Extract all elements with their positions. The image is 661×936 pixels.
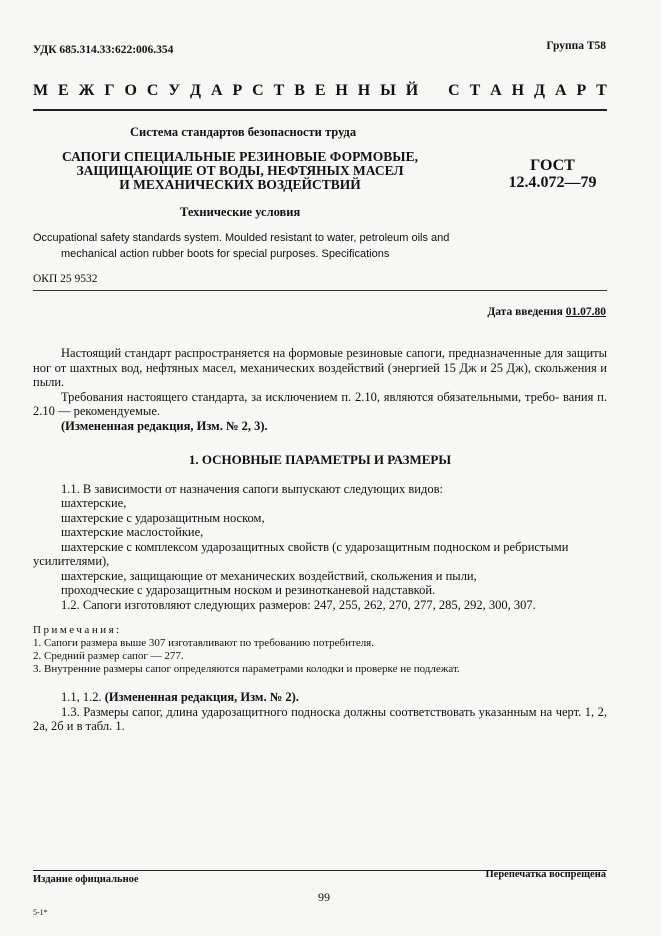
heading-letter: Н (511, 82, 525, 99)
heading-letter: Г (104, 82, 115, 99)
text-line: скольжения и пыли. (33, 360, 607, 389)
heading-letter: О (124, 82, 137, 99)
interstate-standard-heading (33, 82, 607, 100)
title-line: И МЕХАНИЧЕСКИХ ВОЗДЕЙСТВИЙ (119, 177, 361, 192)
date-label: Дата введения (487, 306, 563, 318)
heading-letter: С (448, 82, 460, 99)
english-line: Occupational safety standards system. Moulded resistant to water, petroleum oils and (33, 232, 450, 244)
udk-code: УДК 685.314.33:622:006.354 (33, 44, 174, 56)
text-line: защиты ног от шахтных вод, нефтяных масел, механических воздействий (энергией 15 Дж и 25 Дж), (33, 346, 608, 375)
list-item: шахтерские, защищающие от механических воздействий, скольжения и пыли, (61, 568, 477, 583)
list-item: шахтерские, (61, 496, 127, 510)
list-item: шахтерские маслостойкие, (61, 525, 204, 539)
sheet-marker: 5-1* (33, 908, 48, 917)
heading-letter: Ы (380, 82, 396, 99)
paragraph-1-2: 1.2. Сапоги изготовляют следующих размеров: 247, 255, 262, 270, 277, 285, 292, 300, 307. (61, 597, 536, 612)
list-item: шахтерские с ударозащитным носком, (61, 510, 265, 525)
requirements-paragraph (33, 390, 607, 419)
gost-number: 12.4.072—79 (508, 174, 597, 191)
system-title: Система стандартов безопасности труда (130, 125, 357, 139)
heading-letter: М (33, 82, 49, 99)
effective-date (487, 306, 606, 318)
list-item-continuation: усилителями), (33, 554, 110, 568)
english-line: mechanical action rubber boots for special purposes. Specifications (61, 248, 390, 260)
note-item: 3. Внутренние размеры сапог определяются параметрами колодки и проверке не подлежат. (33, 663, 460, 675)
note-item: 1. Сапоги размера выше 307 изготавливают по требованию потребителя. (33, 637, 374, 649)
heading-letter: Й (405, 82, 419, 99)
okp-code: ОКП 25 9532 (33, 273, 98, 285)
heading-letter: У (168, 82, 181, 99)
heading-letter: А (490, 82, 502, 99)
text-line: Настоящий стандарт распространяется на формовые резиновые сапоги, предназначенные для (61, 346, 563, 360)
heading-letter: Р (232, 82, 243, 99)
top-rule (33, 109, 607, 111)
amendment-note: (Измененная редакция, Изм. № 2, 3). (61, 418, 268, 433)
heading-letter: С (252, 82, 264, 99)
amendment-note-2 (33, 690, 607, 705)
heading-letter (428, 82, 438, 100)
heading-letter: Т (469, 82, 481, 99)
text-line: 1.3. Размеры сапог, длина ударозащитного подноска должны соответствовать указанным на (61, 704, 553, 719)
english-title (33, 230, 533, 262)
paragraph-1-1: 1.1. В зависимости от назначения сапоги выпускают следующих видов: (61, 481, 443, 496)
title-line: САПОГИ СПЕЦИАЛЬНЫЕ РЕЗИНОВЫЕ ФОРМОВЫЕ, (62, 149, 418, 164)
group-code: Группа Т58 (546, 40, 606, 52)
heading-letter: А (210, 82, 223, 99)
list-item: проходческие с ударозащитным носком и резинотканевой надставкой. (61, 583, 436, 597)
heading-letter: Ж (78, 82, 95, 99)
heading-letter: Т (273, 82, 285, 99)
notes-block (33, 624, 607, 676)
paragraph-1-3 (33, 705, 607, 734)
list-item: шахтерские с комплексом ударозащитных свойств (с ударозащитным подноском и ребристыми (61, 539, 569, 554)
reprint-notice: Перепечатка воспрещена (485, 869, 606, 880)
heading-letter: Н (335, 82, 348, 99)
heading-letter: А (554, 82, 567, 99)
heading-letter: С (146, 82, 159, 99)
heading-letter: Е (314, 82, 326, 99)
heading-letter: Н (357, 82, 371, 99)
heading-letter: Е (58, 82, 69, 99)
heading-letter: В (294, 82, 305, 99)
document-body (33, 346, 607, 734)
text-line: вания п. 2.10 — рекомендуемые. (33, 389, 607, 418)
note-item: 2. Средний размер сапог — 277. (33, 650, 184, 662)
amendment-text: (Измененная редакция, Изм. № 2). (104, 690, 299, 704)
section-heading: 1. ОСНОВНЫЕ ПАРАМЕТРЫ И РАЗМЕРЫ (188, 452, 452, 467)
heading-letter: Т (596, 82, 607, 99)
title-line: ЗАЩИЩАЮЩИЕ ОТ ВОДЫ, НЕФТЯНЫХ МАСЕЛ (76, 163, 404, 178)
heading-letter: Р (576, 82, 587, 99)
gost-label: ГОСТ (530, 157, 575, 174)
amendment-ref: 1.1, 1.2. (61, 690, 102, 704)
heading-letter: Д (190, 82, 202, 99)
document-title (40, 150, 440, 192)
text-line: черт. 1, 2, 2а, 2б и в табл. 1. (33, 704, 607, 733)
page-number: 99 (318, 890, 330, 904)
heading-letter: Д (534, 82, 546, 99)
mid-rule (33, 290, 607, 291)
date-value: 01.07.80 (565, 306, 606, 318)
official-edition: Издание официальное (33, 874, 139, 885)
notes-heading: Примечания: (33, 624, 122, 636)
intro-paragraph (33, 346, 607, 390)
gost-designation (505, 157, 600, 191)
text-line: Требования настоящего стандарта, за исключением п. 2.10, являются обязательными, требо- (61, 389, 560, 404)
technical-conditions: Технические условия (180, 205, 301, 219)
